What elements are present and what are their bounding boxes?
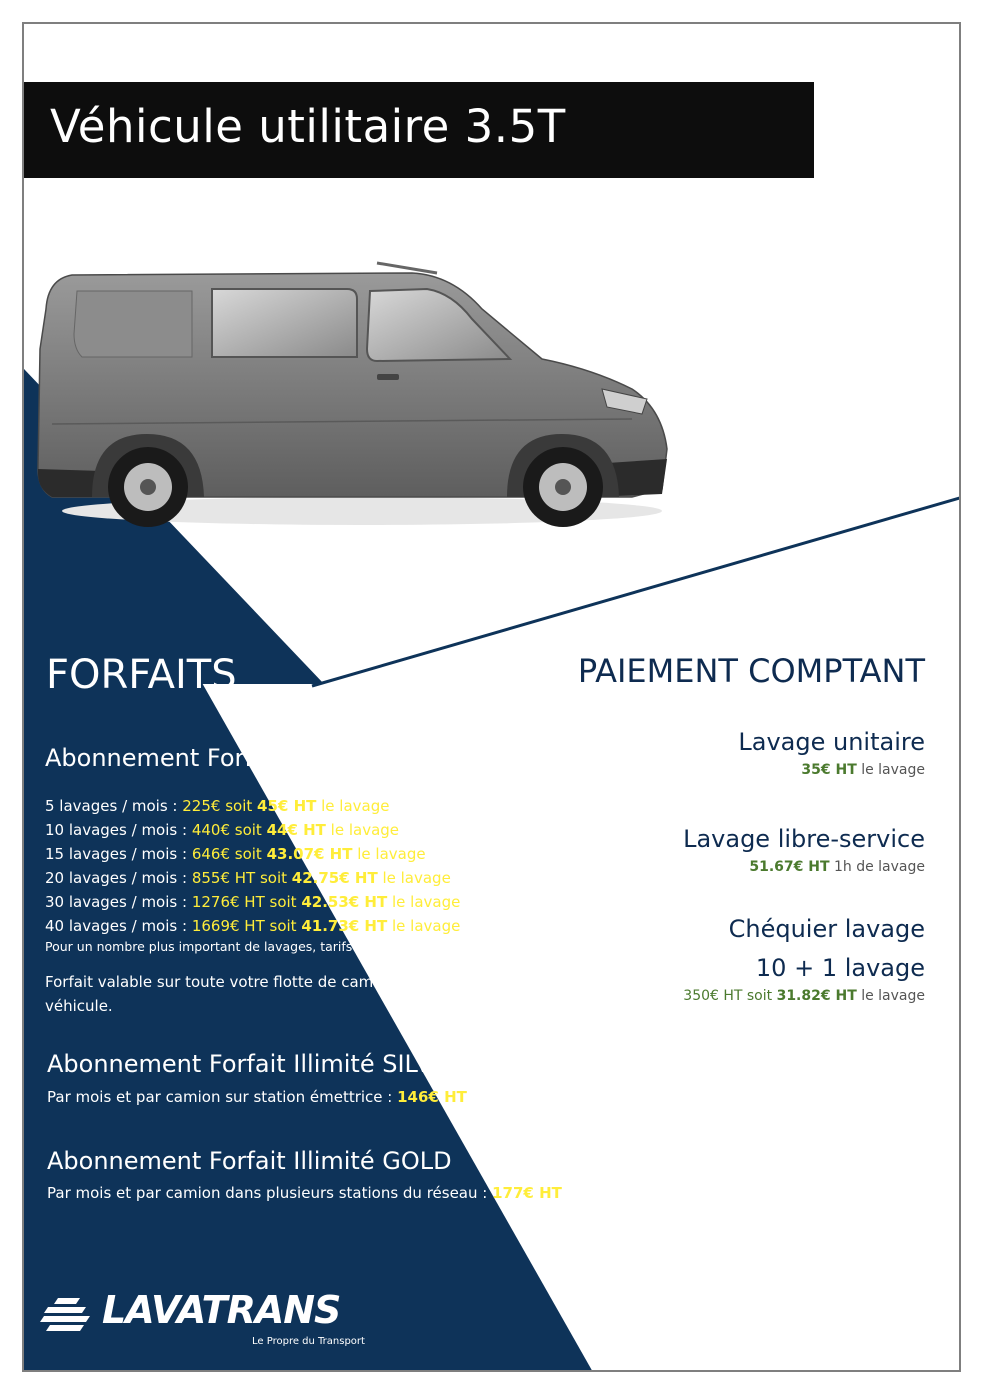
pack-row: 40 lavages / mois : 1669€ HT soit 41.73€ HT le lavage: [45, 917, 461, 935]
pack-row: 20 lavages / mois : 855€ HT soit 42.75€ HT le lavage: [45, 869, 451, 887]
pack-row: 10 lavages / mois : 440€ soit 44€ HT le lavage: [45, 821, 400, 839]
gold-title: Abonnement Forfait Illimité GOLD: [47, 1147, 452, 1175]
lavatrans-logo: [40, 1288, 365, 1347]
brand-tagline: Le Propre du Transport: [252, 1336, 365, 1347]
pack-row: 30 lavages / mois : 1276€ HT soit 42.53€ HT le lavage: [45, 893, 461, 911]
pack-list: [45, 794, 460, 956]
title-bar: [24, 82, 814, 178]
logo-emblem-icon: [40, 1296, 96, 1336]
pack-row: 5 lavages / mois : 225€ soit 45€ HT le lavage: [45, 797, 390, 815]
forfaits-heading: FORFAITS: [46, 652, 237, 698]
page-frame: [22, 22, 961, 1372]
pack-note: Pour un nombre plus important de lavages, tarifs sur demande.: [45, 939, 443, 954]
pack-title: Abonnement Forfait Pack: [45, 744, 347, 772]
pack-row: 15 lavages / mois : 646€ soit 43.07€ HT le lavage: [45, 845, 426, 863]
silver-title: Abonnement Forfait Illimité SILVER: [47, 1050, 464, 1078]
chequier-lavage: Chéquier lavage 10 + 1 lavage 350€ HT soit 31.82€ HT le lavage: [683, 915, 925, 1004]
lavage-unitaire: Lavage unitaire 35€ HT le lavage: [738, 728, 925, 778]
brand-name: LAVATRANS: [102, 1288, 341, 1332]
paiement-heading: PAIEMENT COMPTANT: [577, 652, 925, 690]
page-title: Véhicule utilitaire 3.5T: [50, 100, 566, 153]
lavage-libre-service: Lavage libre-service 51.67€ HT 1h de lavage: [683, 825, 925, 875]
gold-desc: Par mois et par camion dans plusieurs stations du réseau : 177€ HT: [47, 1184, 562, 1202]
silver-desc: Par mois et par camion sur station émettrice : 146€ HT: [47, 1088, 467, 1106]
validity-text: Forfait valable sur toute votre flotte de camion, peu importe le type de véhicule.: [45, 973, 578, 1015]
van-image: [32, 249, 692, 549]
